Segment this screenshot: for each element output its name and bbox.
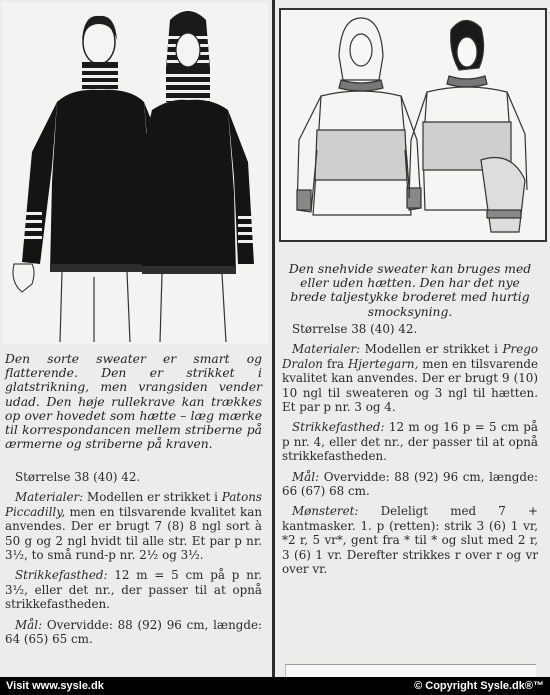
caption-black-sweater: Den sorte sweater er smart og flatterende. Den er strikket i glatstrikning, men vrangsiden vender udad. Den høje rullekrave kan trækkes op over hovedet som hætte – læg mærke til korrespondancen mellem striberne på ærmerne og striberne på kraven. bbox=[5, 352, 262, 452]
materials-text-a: Modellen er strikket i bbox=[364, 342, 498, 357]
measure-label: Mål: bbox=[292, 469, 320, 484]
gauge-paragraph bbox=[5, 568, 262, 611]
yarn-name: Patons Piccadilly, bbox=[5, 490, 262, 519]
white-sweater-illustration bbox=[279, 8, 547, 242]
gauge-text: 12 m og 16 p = 5 cm på p nr. 4, eller det nr., der passer til at opnå strikkefastheden. bbox=[282, 420, 538, 464]
specs-black-sweater bbox=[5, 470, 262, 652]
materials-paragraph bbox=[5, 490, 262, 562]
materials-paragraph bbox=[282, 342, 538, 414]
bareheaded-model-figure bbox=[409, 20, 527, 232]
measure-label: Mål: bbox=[15, 617, 43, 632]
specs-white-sweater bbox=[282, 322, 538, 583]
materials-text-c: men en tilsvarende kvalitet kan anvendes. Der er brugt 9 (10) 10 ngl til sweateren og 3 ngl til hætten. Et par p nr. 3 og 4. bbox=[282, 356, 539, 415]
right-model-figure bbox=[138, 11, 255, 342]
materials-label: Materialer: bbox=[292, 342, 361, 357]
footer-bar bbox=[0, 677, 550, 695]
size-line: Størrelse 38 (40) 42. bbox=[15, 470, 141, 484]
gauge-text: 12 m = 5 cm på p nr. 3½, eller det nr., der passer til at opnå strikkefastheden. bbox=[5, 568, 263, 612]
materials-text-a: Modellen er strikket i bbox=[87, 490, 218, 505]
footer-visit-link[interactable]: Visit www.sysle.dk bbox=[6, 680, 104, 692]
materials-text-b: men en tilsvarende kvalitet kan anvendes. Der er brugt 7 (8) 8 ngl sort à 50 g og 2 ngl hvidt til alle str. Et par p nr. 3½, to små rund-p nr. 2½ og 3½. bbox=[5, 504, 262, 563]
hooded-model-figure bbox=[297, 18, 421, 215]
bottom-right-blank-box bbox=[285, 664, 536, 678]
size-line: Størrelse 38 (40) 42. bbox=[292, 322, 418, 336]
yarn-name: Prego Dralon bbox=[282, 342, 539, 371]
pattern-paragraph bbox=[282, 504, 538, 576]
black-sweater-drawing bbox=[2, 2, 268, 344]
shop-name: Hjertegarn, bbox=[347, 356, 419, 371]
pattern-text: Deleligt med 7 + kantmasker. 1. p (retten): strik 3 (6) 1 vr, *2 r, 5 vr*, gent fra * til * og slut med 2 r, 3 (6) 1 vr. Derefter strikkes r over r og vr over vr. bbox=[282, 504, 539, 577]
caption-white-sweater: Den snehvide sweater kan bruges med eller uden hætten. Den har det nye brede taljestykke broderet med hurtig smocksyning. bbox=[288, 262, 532, 319]
measure-text: Overvidde: 88 (92) 96 cm, længde: 64 (65) 65 cm. bbox=[5, 617, 262, 647]
gauge-label: Strikkefasthed: bbox=[292, 420, 385, 435]
gauge-label: Strikkefasthed: bbox=[15, 568, 108, 583]
white-sweater-drawing bbox=[281, 10, 545, 240]
measure-paragraph bbox=[5, 618, 262, 647]
measure-paragraph bbox=[282, 470, 538, 499]
black-sweater-illustration bbox=[2, 2, 268, 344]
pattern-label: Mønsteret: bbox=[292, 504, 359, 519]
footer-copyright: © Copyright Sysle.dk®™ bbox=[414, 680, 544, 692]
column-divider bbox=[272, 0, 275, 677]
gauge-paragraph bbox=[282, 420, 538, 463]
measure-text: Overvidde: 88 (92) 96 cm, længde: 66 (67) 68 cm. bbox=[282, 469, 538, 499]
materials-text-b: fra bbox=[326, 356, 345, 371]
materials-label: Materialer: bbox=[15, 490, 84, 505]
